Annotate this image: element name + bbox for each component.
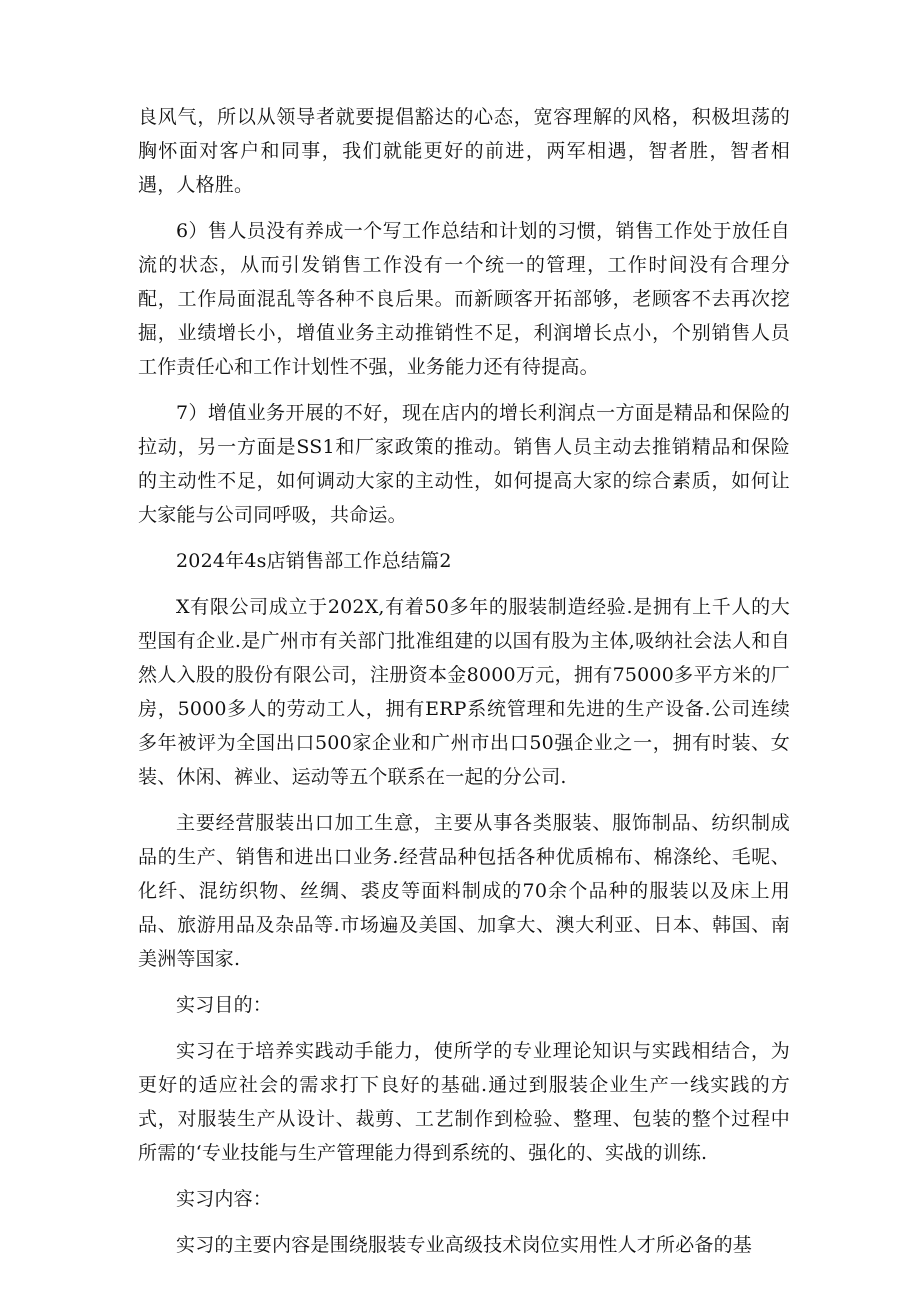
paragraph-internship-purpose: 实习在于培养实践动手能力，使所学的专业理论知识与实践相结合，为更好的适应社会的需求打下良好的基础.通过到服装企业生产一线实践的方式，对服装生产从设计、裁剪、工艺制作到检验、整理、包装的整个过程中所需的‘专业技能与生产管理能力得到系统的、强化的、实战的训练.: [138, 1040, 790, 1164]
paragraph-item-6: 6）售人员没有养成一个写工作总结和计划的习惯，销售工作处于放任自流的状态，从而引发销售工作没有一个统一的管理，工作时间没有合理分配，工作局面混乱等各种不良后果。而新顾客开拓部够，老顾客不去再次挖掘，业绩增长小，增值业务主动推销性不足，利润增长点小，个别销售人员工作责任心和工作计划性不强，业务能力还有待提高。: [138, 220, 790, 378]
subheading-internship-content: 实习内容：: [176, 1188, 273, 1210]
paragraph-business-scope: 主要经营服装出口加工生意，主要从事各类服装、服饰制品、纺织制成品的生产、销售和进出口业务.经营品种包括各种优质棉布、棉涤纶、毛呢、化纤、混纺织物、丝绸、裘皮等面料制成的70余个品种的服装以及床上用品、旅游用品及杂品等.市场遍及美国、加拿大、澳大利亚、日本、韩国、南美洲等国家.: [138, 812, 790, 970]
paragraph-internship-content: 实习的主要内容是围绕服装专业高级技术岗位实用性人才所必备的基: [176, 1234, 753, 1256]
paragraph-item-7: 7）增值业务开展的不好，现在店内的增长利润点一方面是精品和保险的拉动，另一方面是SS1和厂家政策的推动。销售人员主动去推销精品和保险的主动性不足，如何调动大家的主动性，如何提高大家的综合素质，如何让大家能与公司同呼吸，共命运。: [138, 402, 790, 526]
section-heading: 2024年4s店销售部工作总结篇2: [176, 550, 452, 572]
subheading-internship-purpose: 实习目的：: [176, 994, 273, 1016]
document-body: [138, 100, 790, 1274]
paragraph-company-intro: X有限公司成立于202X,有着50多年的服装制造经验.是拥有上千人的大型国有企业.是广州市有关部门批准组建的以国有股为主体,吸纳社会法人和自然人入股的股份有限公司，注册资本金8000万元，拥有75000多平方米的厂房，5000多人的劳动工人，拥有ERP系统管理和先进的生产设备.公司连续多年被评为全国出口500家企业和广州市出口50强企业之一，拥有时装、女装、休闲、裤业、运动等五个联系在一起的分公司.: [138, 596, 790, 788]
paragraph-continuation: 良风气，所以从领导者就要提倡豁达的心态，宽容理解的风格，积极坦荡的胸怀面对客户和同事，我们就能更好的前进，两军相遇，智者胜，智者相遇，人格胜。: [138, 106, 790, 196]
